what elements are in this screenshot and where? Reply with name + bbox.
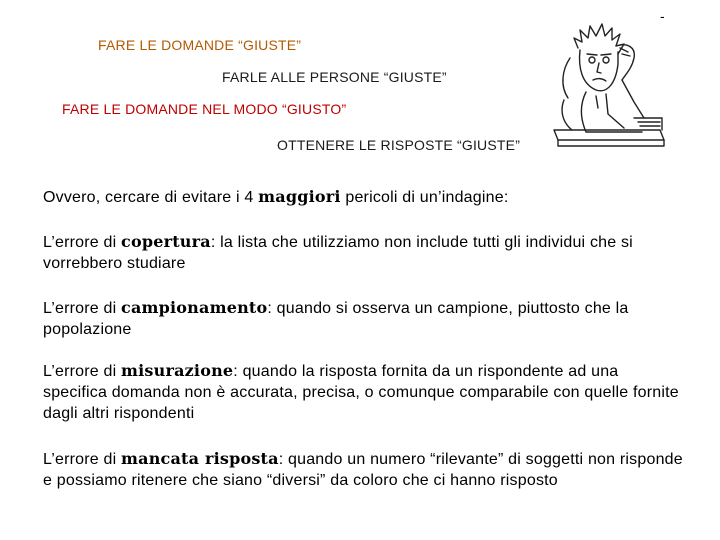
heading-right-answers: OTTENERE LE RISPOSTE “GIUSTE” — [277, 137, 521, 153]
error-term-coverage: copertura — [121, 232, 211, 251]
error-coverage-paragraph — [43, 231, 683, 274]
error-term-measurement: misurazione — [121, 361, 234, 380]
error-prefix: L’errore di — [43, 451, 121, 468]
error-description: : quando si osserva un campione, piuttosto che la popolazione — [43, 300, 629, 338]
error-prefix: L’errore di — [43, 234, 121, 251]
worried-student-illustration — [550, 18, 670, 148]
error-description: : quando un numero “rilevante” di soggetti non risponde e possiamo ritenere che siano “diversi” da coloro che ci hanno risposto — [43, 451, 683, 489]
heading-right-people: FARLE ALLE PERSONE “GIUSTE” — [222, 69, 447, 85]
intro-paragraph — [43, 186, 683, 208]
heading-right-way: FARE LE DOMANDE NEL MODO “GIUSTO” — [62, 101, 347, 117]
top-mark: - — [660, 8, 665, 24]
error-term-sampling: campionamento — [121, 298, 268, 317]
intro-text-before: Ovvero, cercare di evitare i 4 — [43, 189, 259, 206]
error-description: : quando la risposta fornita da un rispondente ad una specifica domanda non è accurata, precisa, o comunque comparabile con quelle fornite dagli altri rispondenti — [43, 363, 679, 422]
error-term-nonresponse: mancata risposta — [121, 449, 279, 468]
heading-right-questions: FARE LE DOMANDE “GIUSTE” — [98, 37, 302, 53]
error-description: : la lista che utilizziamo non include tutti gli individui che si vorrebbero studiare — [43, 234, 633, 272]
error-prefix: L’errore di — [43, 300, 121, 317]
error-nonresponse-paragraph — [43, 448, 683, 491]
error-sampling-paragraph — [43, 297, 683, 340]
error-prefix: L’errore di — [43, 363, 121, 380]
intro-bold-term: maggiori — [258, 187, 341, 206]
intro-text-after: pericoli di un’indagine: — [340, 189, 509, 206]
error-measurement-paragraph — [43, 360, 683, 424]
